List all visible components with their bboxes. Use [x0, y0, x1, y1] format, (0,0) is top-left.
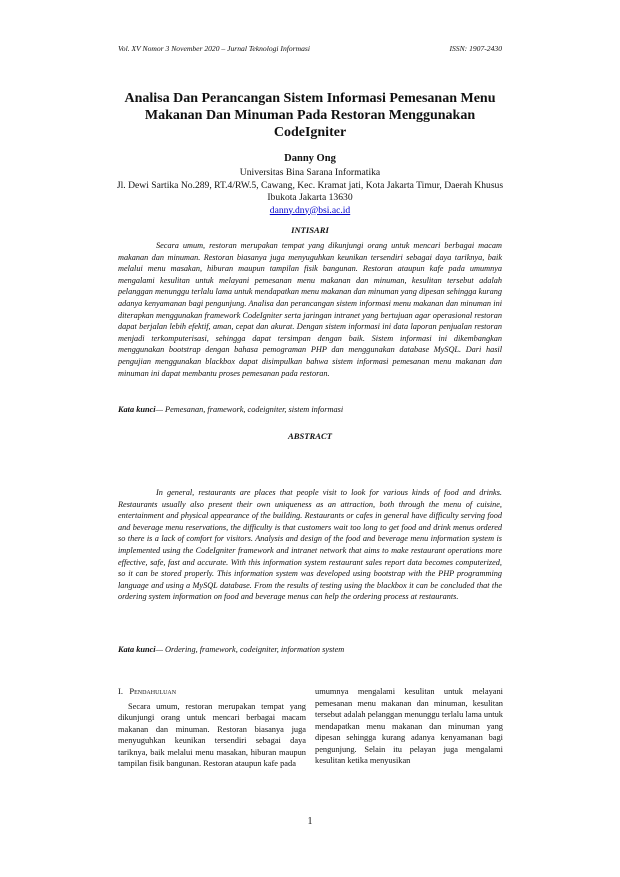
abstract-body: In general, restaurants are places that people visit to look for various kinds of food and drinks. Restaurants usually also present their own uniqueness as an attraction, both through the menu of cuisine, entertainment and physical appearance of the building. Restaurants or cafes in general have difficulty serving food and beverage menu reservations, the difficulty is that customers wait too long to get food and drink menus ordered so there is a lack of comfort for visitors. Analysis and design of the food and beverage menu information system is implemented using the CodeIgniter framework and intranet network that aims to make restaurant operations more effective, safe, fast and accurate. With this information system restaurant sales report data becomes computerized, so it can be stored properly. This information system was developed using bootstrap with the PHP programming language and using a MySQL database. From the results of testing using the blackbox it can be concluded that the ordering system information on food and beverage menus can help the ordering process at restaurants. [118, 488, 502, 602]
address: Jl. Dewi Sartika No.289, RT.4/RW.5, Cawang, Kec. Kramat jati, Kota Jakarta Timur, Daerah Khusus Ibukota Jakarta 13630 [116, 179, 504, 203]
intro-right-column [315, 686, 503, 767]
intro-heading [118, 686, 306, 698]
section-number: I. [118, 686, 123, 696]
section-title: Pendahuluan [129, 686, 177, 696]
intro-left-text: Secara umum, restoran merupakan tempat yang dikunjungi orang untuk mencari berbagai macam makanan dan minuman. Restoran biasanya juga menyuguhkan keunikan tersendiri sebagai daya tariknya, baik melalui menu masakan, hiburan maupun tampilan fisik bangunan. Restoran ataupun kafe pada [118, 701, 306, 768]
paper-title: Analisa Dan Perancangan Sistem Informasi Pemesanan Menu Makanan Dan Minuman Pada Restoran Menggunakan CodeIgniter [124, 91, 496, 140]
affiliation: Universitas Bina Sarana Informatika [239, 167, 381, 178]
running-header [118, 44, 502, 53]
author-name: Danny Ong [284, 153, 336, 164]
abstract-keywords [118, 645, 502, 654]
page-number: 1 [307, 816, 313, 827]
issn: ISSN: 1907-2430 [449, 44, 502, 53]
intisari-keywords [118, 405, 502, 414]
keywords-text: — Pemesanan, framework, codeigniter, sistem informasi [155, 405, 344, 414]
author-affiliation-block [110, 167, 510, 217]
intisari-body: Secara umum, restoran merupakan tempat yang dikunjungi orang untuk mencari berbagai macam makanan dan minuman. Restoran biasanya juga menyuguhkan keunikan tersendiri sebagai daya tariknya, baik melalui menu masakan, hiburan maupun tampilan fisik bangunan. Restoran ataupun kafe pada umumnya mengalami kesulitan untuk melayani pemesanan menu makanan dan minuman, kesulitan tersebut adalah pelanggan menunggu terlalu lama untuk mendapatkan menu makanan dan minuman yang dipesan sehingga kurang adanya kenyamanan bagi pengunjung. Analisa dan perancangan sistem informasi menu makanan dan minuman ini diterapkan menggunakan framework CodeIgniter serta jaringan intranet yang bertujuan agar operasional restoran dapat berjalan lebih efektif, aman, cepat dan akurat. Dengan sistem informasi ini data laporan penjualan restoran menjadi terkomputerisasi, sehingga dapat tersimpan dengan baik. Sistem informasi ini dikembangkan menggunakan bootstrap dengan bahasa pemograman PHP dan menggunakan database MySQL. Dari hasil pengujian menggunakan blackbox dapat disimpulkan bahwa sistem informasi pemesanan menu makanan dan minuman ini dapat membantu proses pemesanan pada restoran. [118, 241, 502, 378]
intro-right-text: umumnya mengalami kesulitan untuk melayani pemesanan menu makanan dan minuman, kesulitan tersebut adalah pelanggan menunggu terlalu lama untuk mendapatkan menu makanan dan minuman yang dipesan sehingga kurang adanya kenyamanan bagi pengunjung. Selain itu pelayan juga mengalami kesulitan ketika menyusikan [315, 687, 503, 765]
intisari-heading: INTISARI [291, 225, 329, 235]
journal-info: Vol. XV Nomor 3 November 2020 – Jurnal Teknologi Informasi [118, 44, 310, 53]
keywords-label: Kata kunci [118, 645, 156, 654]
abstract-heading: ABSTRACT [288, 431, 332, 441]
author-email-link[interactable]: danny.dny@bsi.ac.id [269, 204, 351, 216]
keywords-label: Kata kunci [118, 405, 156, 414]
keywords-text: — Ordering, framework, codeigniter, information system [155, 645, 345, 654]
intro-left-column [118, 686, 306, 770]
